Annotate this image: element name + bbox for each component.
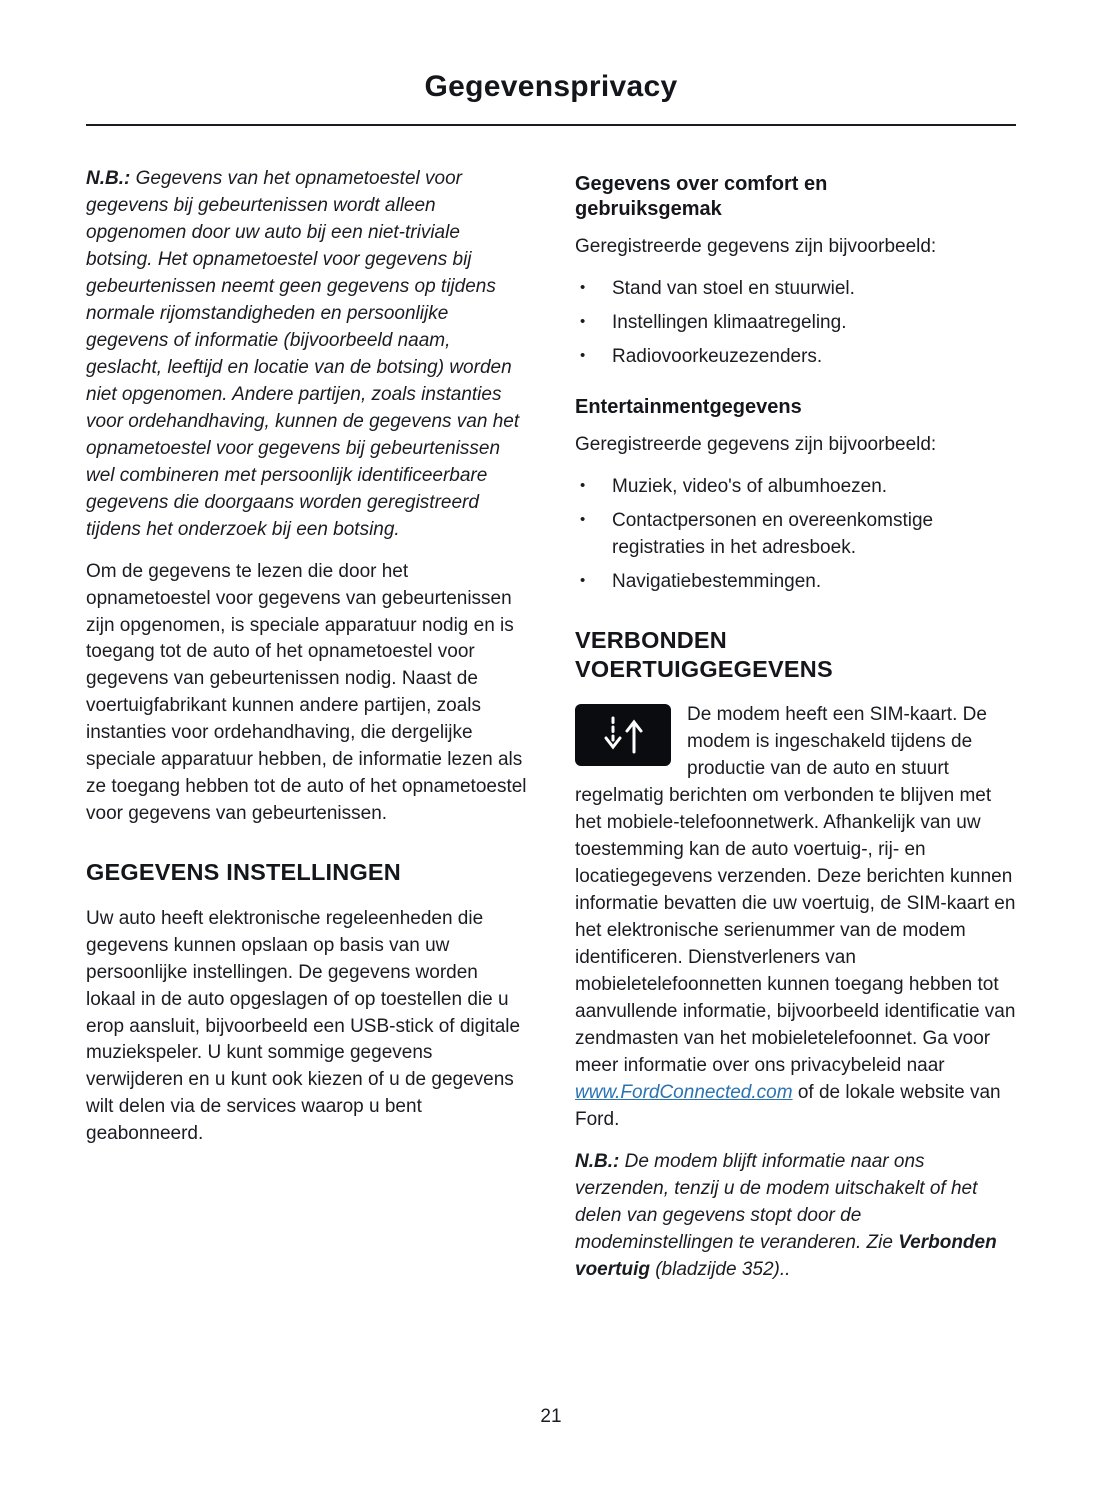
list-item: • Stand van stoel en stuurwiel. <box>575 276 1016 303</box>
data-transfer-icon <box>575 704 671 766</box>
list-item: • Instellingen klimaatregeling. <box>575 310 1016 337</box>
heading-verbonden-voertuiggegevens: VERBONDEN VOERTUIGGEGEVENS <box>575 626 833 683</box>
note-cross-reference: Verbonden voertuig <box>575 1231 997 1280</box>
connected-text-after-link: of de lokale website van Ford. <box>575 1082 1001 1130</box>
comfort-intro: Geregistreerde gegevens zijn bijvoorbeeld: <box>575 236 937 257</box>
ford-connected-link[interactable]: www.FordConnected.com <box>575 1082 793 1104</box>
list-item: • Navigatiebestemmingen. <box>575 569 1016 596</box>
page-title: Gegevensprivacy <box>424 70 678 103</box>
comfort-bullet-list <box>575 276 1016 371</box>
connected-vehicle-paragraph <box>575 702 1016 1134</box>
title-divider <box>86 124 1016 126</box>
event-recorder-note <box>86 166 527 544</box>
list-item: • Contactpersonen en overeenkomstige registraties in het adresboek. <box>575 508 1016 562</box>
connected-text-before-link: De modem heeft een SIM-kaart. De modem is ingeschakeld tijdens de productie van de auto en stuurt regelmatig berichten om verbonden te blijven met het mobiele-telefoonnetwerk. Afhankelijk van uw toestemming kan de auto voertuig-, rij- en locatiegegevens verzenden. Deze berichten kunnen informatie bevatten die uw voertuig, de SIM-kaart en het elektronische serienummer van de modem identificeren. Dienstverleners van mobieletelefoonnetten kunnen toegang hebben tot aanvullende informatie, bijvoorbeeld identificatie van zendmasten van het mobieletelefoonnet. Ga voor meer informatie over ons privacybeleid naar <box>575 704 1016 1077</box>
settings-paragraph: Uw auto heeft elektronische regeleenheden die gegevens kunnen opslaan op basis van uw persoonlijke instellingen. De gegevens worden lokaal in de auto opgeslagen of op toestellen die u erop aansluit, bijvoorbeeld een USB-stick of digitale muziekspeler. U kunt sommige gegevens verwijderen en u kunt ook kiezen of u de gegevens wilt delen via de services waarop u bent geabonneerd. <box>86 907 521 1145</box>
heading-entertainment: Entertainmentgegevens <box>575 395 802 418</box>
two-column-layout <box>86 166 1016 1299</box>
modem-note <box>575 1149 1016 1284</box>
note-label: N.B.: <box>575 1150 620 1172</box>
heading-gegevens-instellingen: GEGEVENS INSTELLINGEN <box>86 859 401 886</box>
note-tail: (bladzijde 352).. <box>649 1258 791 1280</box>
note-text: Gegevens van het opnametoestel voor gegevens bij gebeurtenissen wordt alleen opgenomen door uw auto bij een niet-triviale botsing. Het opnametoestel voor gegevens bij gebeurtenissen neemt geen gegevens op tijdens normale rijomstandigheden en persoonlijke gegevens of informatie (bijvoorbeeld naam, geslacht, leeftijd en locatie van de botsing) worden niet opgenomen. Andere partijen, zoals instanties voor ordehandhaving, kunnen de gegevens van het opnametoestel voor gegevens bij gebeurtenissen wel combineren met persoonlijk identificeerbare gegevens die doorgaans worden geregistreerd tijdens het onderzoek bij een botsing. <box>86 168 520 540</box>
event-recorder-paragraph: Om de gegevens te lezen die door het opnametoestel voor gegevens van gebeurtenissen zijn opgenomen, is speciale apparatuur nodig en is toegang tot de auto of het opnametoestel voor gegevens van gebeurtenissen nodig. Naast de voertuigfabrikant kunnen andere partijen, zoals instanties voor ordehandhaving, die dergelijke speciale apparatuur hebben, de informatie lezen als ze toegang hebben tot de auto of het opnametoestel voor gegevens van gebeurtenissen. <box>86 560 527 825</box>
left-column <box>86 166 527 1299</box>
note-label: N.B.: <box>86 168 131 189</box>
entertainment-intro: Geregistreerde gegevens zijn bijvoorbeeld: <box>575 433 937 455</box>
list-item: • Radiovoorkeuzezenders. <box>575 344 1016 371</box>
note-text: De modem blijft informatie naar ons verzenden, tenzij u de modem uitschakelt of het delen van gegevens stopt door de modeminstellingen te veranderen. Zie <box>575 1150 978 1253</box>
list-item: • Muziek, video's of albumhoezen. <box>575 474 1016 501</box>
page-number: 21 <box>540 1406 562 1427</box>
heading-comfort: Gegevens over comfort en gebruiksgemak <box>575 173 828 220</box>
entertainment-bullet-list <box>575 474 1016 596</box>
right-column <box>575 166 1016 1299</box>
